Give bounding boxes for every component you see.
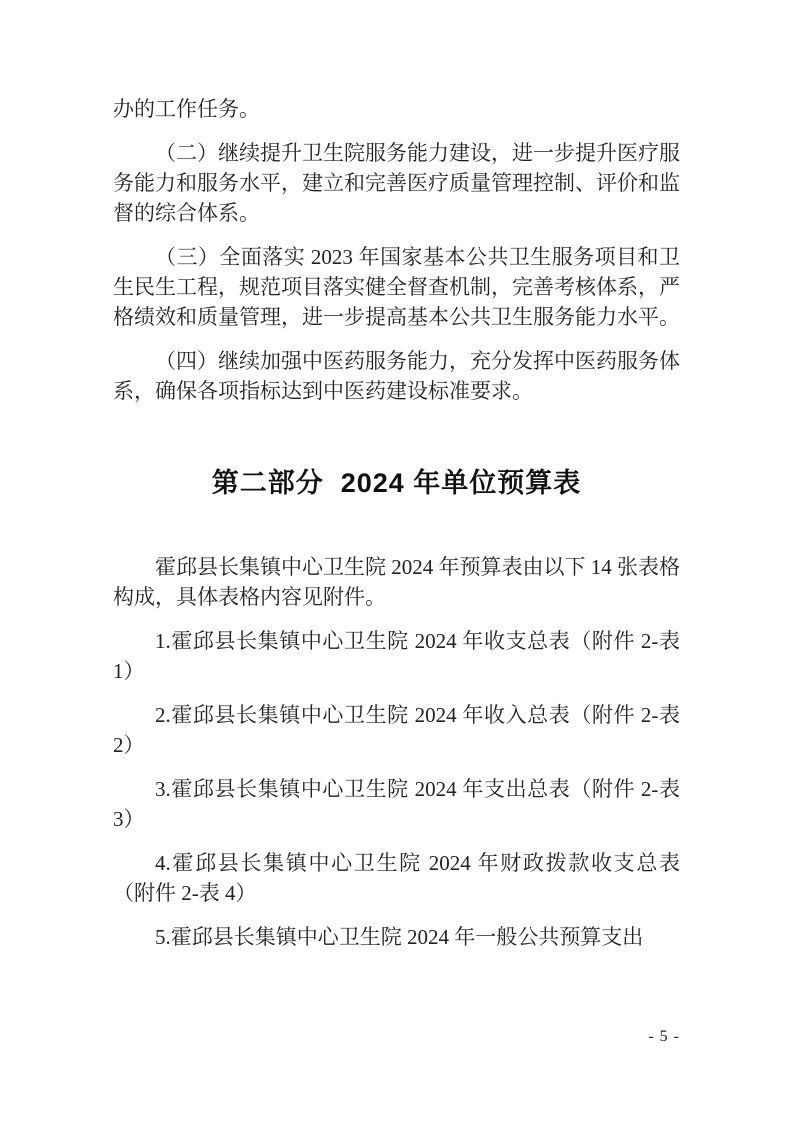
budget-table-list-item-2: 2.霍邱县长集镇中心卫生院 2024 年收入总表（附件 2-表 2） [113,703,680,757]
paragraph-item-4: （四）继续加强中医药服务能力，充分发挥中医药服务体系，确保各项指标达到中医药建设标准要求。 [113,349,680,403]
document-body [113,94,680,952]
budget-table-list-item-1: 1.霍邱县长集镇中心卫生院 2024 年收支总表（附件 2-表 1） [113,629,680,683]
page-number: - 5 - [648,1028,680,1045]
budget-table-list-item-4: 4.霍邱县长集镇中心卫生院 2024 年财政拨款收支总表（附件 2-表 4） [113,851,680,905]
budget-table-list-item-3: 3.霍邱县长集镇中心卫生院 2024 年支出总表（附件 2-表 3） [113,777,680,831]
budget-table-list-item-5: 5.霍邱县长集镇中心卫生院 2024 年一般公共预算支出 [155,925,644,949]
section-heading: 第二部分 2024 年单位预算表 [211,468,582,498]
paragraph-item-2: （二）继续提升卫生院服务能力建设，进一步提升医疗服务能力和服务水平，建立和完善医疗质量管理控制、评价和监督的综合体系。 [113,141,680,225]
continuation-paragraph: 办的工作任务。 [113,97,260,121]
intro-paragraph: 霍邱县长集镇中心卫生院 2024 年预算表由以下 14 张表格构成，具体表格内容见附件。 [113,555,680,609]
paragraph-item-3: （三）全面落实 2023 年国家基本公共卫生服务项目和卫生民生工程，规范项目落实健全督查机制，完善考核体系，严格绩效和质量管理，进一步提高基本公共卫生服务能力水平。 [113,245,680,329]
